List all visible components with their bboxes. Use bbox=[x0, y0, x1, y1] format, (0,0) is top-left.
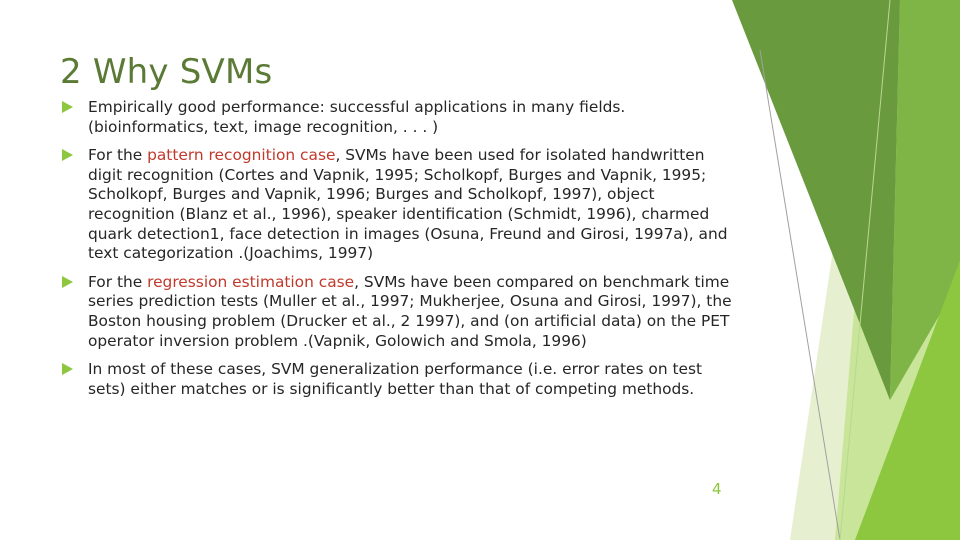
bullet-text: For the bbox=[88, 272, 148, 291]
triangle-bullet-icon bbox=[62, 276, 73, 288]
bullet-list bbox=[62, 98, 732, 408]
bullet-item bbox=[62, 146, 732, 264]
bullet-text-continued: , SVMs have been compared on benchmark time series prediction tests (Muller et al., 1997; Mukherjee, Osuna and Girosi, 1997), the Boston housing problem (Drucker et al., 2 1997), and (on artificial data) on the PET operator inversion problem .(Vapnik, Golowich and Smola, 1996) bbox=[88, 272, 732, 350]
bullet-text: Empirically good performance: successful applications in many fields. (bioinformatics, text, image recognition, . . . ) bbox=[88, 98, 626, 136]
triangle-bullet-icon bbox=[62, 363, 73, 375]
bullet-item bbox=[62, 360, 732, 399]
page-number: 4 bbox=[712, 480, 722, 498]
bullet-item bbox=[62, 273, 732, 351]
bullet-item bbox=[62, 98, 732, 137]
triangle-bullet-icon bbox=[62, 101, 73, 113]
triangle-bullet-icon bbox=[62, 149, 73, 161]
bullet-text: In most of these cases, SVM generalization performance (i.e. error rates on test sets) either matches or is significantly better than that of competing methods. bbox=[88, 360, 703, 398]
decor-shape-dark bbox=[732, 0, 900, 400]
bullet-text-continued: , SVMs have been used for isolated handwritten digit recognition (Cortes and Vapnik, 1995; Scholkopf, Burges and Vapnik, 1995; Scholkopf, Burges and Vapnik, 1996; Burges and Scholkopf, 1997), object recognition (Blanz et al., 1996), speaker identification (Schmidt, 1996), charmed quark detection1, face detection in images (Osuna, Freund and Girosi, 1997a), and text categorization .(Joachims, 1997) bbox=[88, 146, 728, 263]
highlight-regression-estimation: regression estimation case bbox=[147, 272, 355, 291]
highlight-pattern-recognition: pattern recognition case bbox=[147, 146, 336, 165]
bullet-text: For the bbox=[88, 146, 148, 165]
slide-title: 2 Why SVMs bbox=[60, 52, 273, 92]
